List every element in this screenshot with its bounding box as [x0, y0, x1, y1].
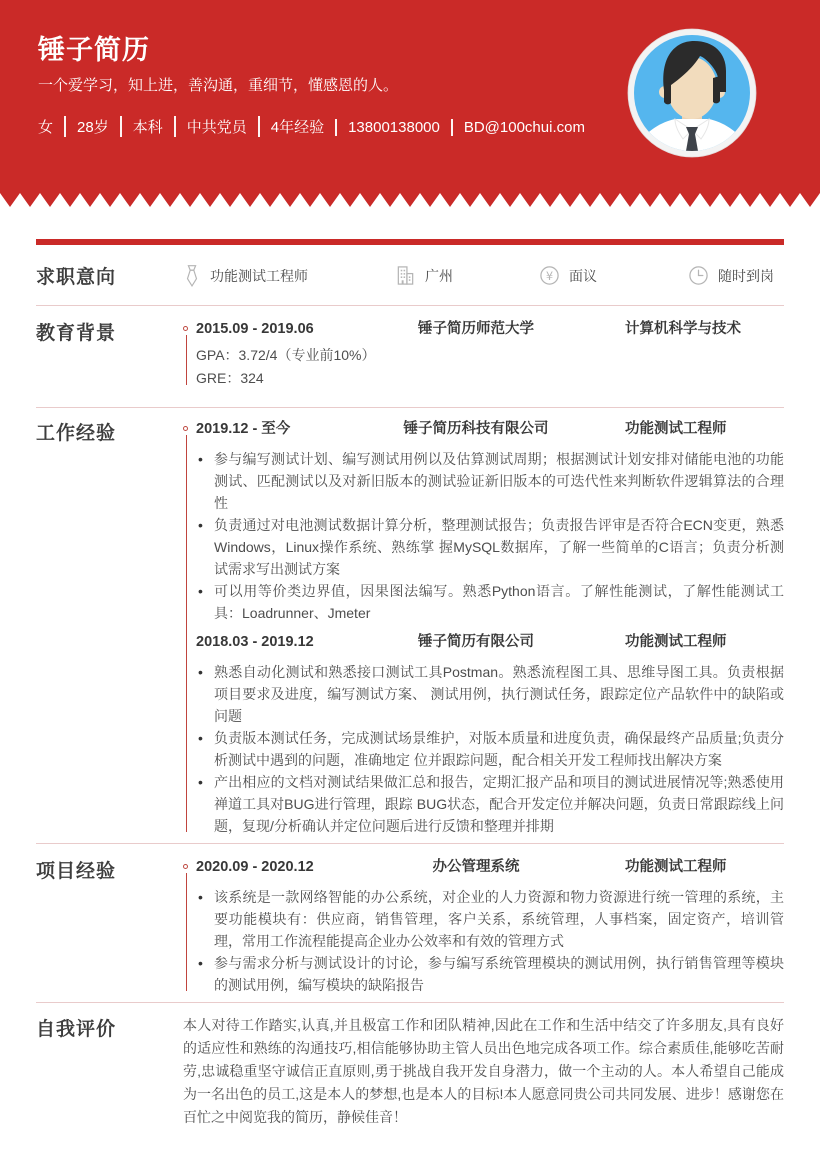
intention-item-position	[183, 264, 395, 288]
job-bullet-list	[196, 661, 784, 837]
bullet-item: • 产出相应的文档对测试结果做汇总和报告，定期汇报产品和项目的测试进展情况等;熟悉使用禅道工具对BUG进行管理，跟踪 BUG状态，配合开发定位并解决问题，负责日常跟踪线上问题，复现/分析确认并定位问题后进行反馈和整理并排期	[196, 771, 784, 837]
entry-period: 2020.09 - 2020.12	[196, 859, 314, 875]
entry-period: 2019.12 - 至今	[196, 421, 291, 437]
job-header-row	[196, 631, 784, 653]
banner-zigzag-edge	[0, 193, 820, 207]
timeline-dot	[183, 426, 188, 431]
salary-yen-icon	[539, 265, 560, 286]
job-entry	[196, 631, 784, 837]
entry-role: 功能测试工程师	[625, 634, 727, 650]
section-title: 自我评价	[36, 1019, 117, 1040]
personal-info-item: 本科	[120, 116, 163, 137]
self-evaluation-text: 本人对待工作踏实,认真,并且极富工作和团队精神,因此在工作和生活中结交了许多朋友,具有良好的适应性和熟练的沟通技巧,相信能够协助主管人员出色地完成各项工作。综合素质佳,能够吃苦耐劳,忠诚稳重坚守诚信正直原则,勇于挑战自我开发自身潜力，做一个主动的人。本人希望自己能成为一名出色的员工,这是本人的梦想,也是本人的目标!本人愿意同贵公司共同发展、进步！感谢您在百忙之中阅览我的简历，静候佳音！	[183, 1017, 784, 1125]
personal-info-item: 中共党员	[174, 116, 247, 137]
avatar	[627, 28, 757, 158]
project-entry	[183, 856, 784, 996]
job-bullet-list	[196, 448, 784, 624]
job-header-row	[196, 418, 784, 440]
bullet-item: • 参与编写测试计划、编写测试用例以及估算测试周期；根据测试计划安排对储能电池的功能测试、匹配测试以及对新旧版本的测试验证新旧版本的可迭代性来判断软件逻辑算法的合理性	[196, 448, 784, 514]
bullet-item: • 负责通过对电池测试数据计算分析，整理测试报告；负责报告评审是否符合ECN变更，熟悉Windows，Linux操作系统、熟练掌 握MySQL数据库，了解一些简单的C语言；负责分析测试需求写出测试方案	[196, 514, 784, 580]
section-title: 项目经验	[36, 861, 117, 882]
bullet-item: • 负责版本测试任务，完成测试场景维护，对版本质量和进度负责，确保最终产品质量;负责分析测试中遇到的问题，准确地定 位并跟踪问题，配合相关开发工程师找出解决方案	[196, 727, 784, 771]
education-header-row	[196, 318, 784, 340]
bullet-item: • 参与需求分析与测试设计的讨论，参与编写系统管理模块的测试用例，执行销售管理等模块的测试用例，编写模块的缺陷报告	[196, 952, 784, 996]
job-intention-items	[183, 264, 784, 288]
entry-role: 功能测试工程师	[625, 421, 727, 437]
timeline-line	[186, 435, 187, 832]
section-job-intention	[36, 245, 784, 305]
section-project-experience	[36, 843, 784, 1002]
personal-info-item: 13800138000	[335, 119, 440, 136]
intention-item-city	[395, 265, 539, 286]
building-icon	[395, 265, 416, 286]
intention-label: 功能测试工程师	[210, 267, 308, 284]
entry-period: 2018.03 - 2019.12	[196, 634, 314, 650]
timeline-dot	[183, 326, 188, 331]
intention-item-salary	[539, 265, 688, 286]
education-detail-line: GPA：3.72/4（专业前10%）	[196, 347, 376, 363]
section-title: 教育背景	[36, 323, 117, 344]
entry-role: 功能测试工程师	[625, 859, 727, 875]
svg-text:¥: ¥	[545, 268, 554, 283]
bullet-item: • 可以用等价类边界值，因果图法编写。熟悉Python语言。了解性能测试，了解性能测试工具：Loadrunner、Jmeter	[196, 580, 784, 624]
entry-company: 锤子简历科技有限公司	[403, 421, 549, 437]
entry-major: 计算机科学与技术	[625, 321, 741, 337]
timeline-dot	[183, 864, 188, 869]
resume-name: 锤子简历	[38, 35, 150, 65]
intention-label: 随时到岗	[718, 267, 774, 284]
personal-info-line	[38, 116, 585, 137]
intention-label: 面议	[569, 267, 597, 284]
bullet-item: • 熟悉自动化测试和熟悉接口测试工具Postman。熟悉流程图工具、思维导图工具。负责根据项目要求及进度，编写测试方案、 测试用例，执行测试任务，跟踪定位产品软件中的缺陷或问题	[196, 661, 784, 727]
tie-icon	[183, 264, 201, 288]
clock-icon	[688, 265, 709, 286]
entry-company: 锤子简历有限公司	[418, 634, 534, 650]
header-banner	[0, 0, 820, 193]
intention-item-availability	[688, 265, 784, 286]
personal-info-item: BD@100chui.com	[451, 119, 585, 136]
personal-info-item: 4年经验	[258, 116, 324, 137]
job-entry	[196, 418, 784, 624]
education-detail-line: GRE：324	[196, 370, 264, 386]
bullet-item: • 该系统是一款网络智能的办公系统，对企业的人力资源和物力资源进行统一管理的系统，主要功能模块有：供应商，销售管理，客户关系，系统管理，人事档案，固定资产，培训管理，常用工作流程能提高企业办公效率和有效的管理方式	[196, 886, 784, 952]
section-work-experience	[36, 407, 784, 843]
project-bullet-list	[196, 886, 784, 996]
timeline-line	[186, 873, 187, 991]
timeline-line	[186, 335, 187, 385]
resume-body	[36, 239, 784, 1129]
personal-info-item: 女	[38, 119, 54, 136]
resume-tagline: 一个爱学习，知上进，善沟通，重细节，懂感恩的人。	[38, 77, 399, 94]
section-self-evaluation	[36, 1002, 784, 1129]
entry-period: 2015.09 - 2019.06	[196, 321, 314, 337]
section-education	[36, 305, 784, 407]
entry-school: 锤子简历师范大学	[418, 321, 534, 337]
intention-label: 广州	[425, 267, 453, 284]
education-details	[196, 344, 784, 390]
project-header-row	[196, 856, 784, 878]
avatar-image	[627, 28, 757, 158]
personal-info-item: 28岁	[64, 116, 109, 137]
work-timeline	[183, 418, 784, 837]
section-title: 工作经验	[36, 423, 117, 444]
section-title: 求职意向	[36, 267, 117, 288]
education-entry	[183, 318, 784, 390]
entry-project-name: 办公管理系统	[432, 859, 520, 875]
